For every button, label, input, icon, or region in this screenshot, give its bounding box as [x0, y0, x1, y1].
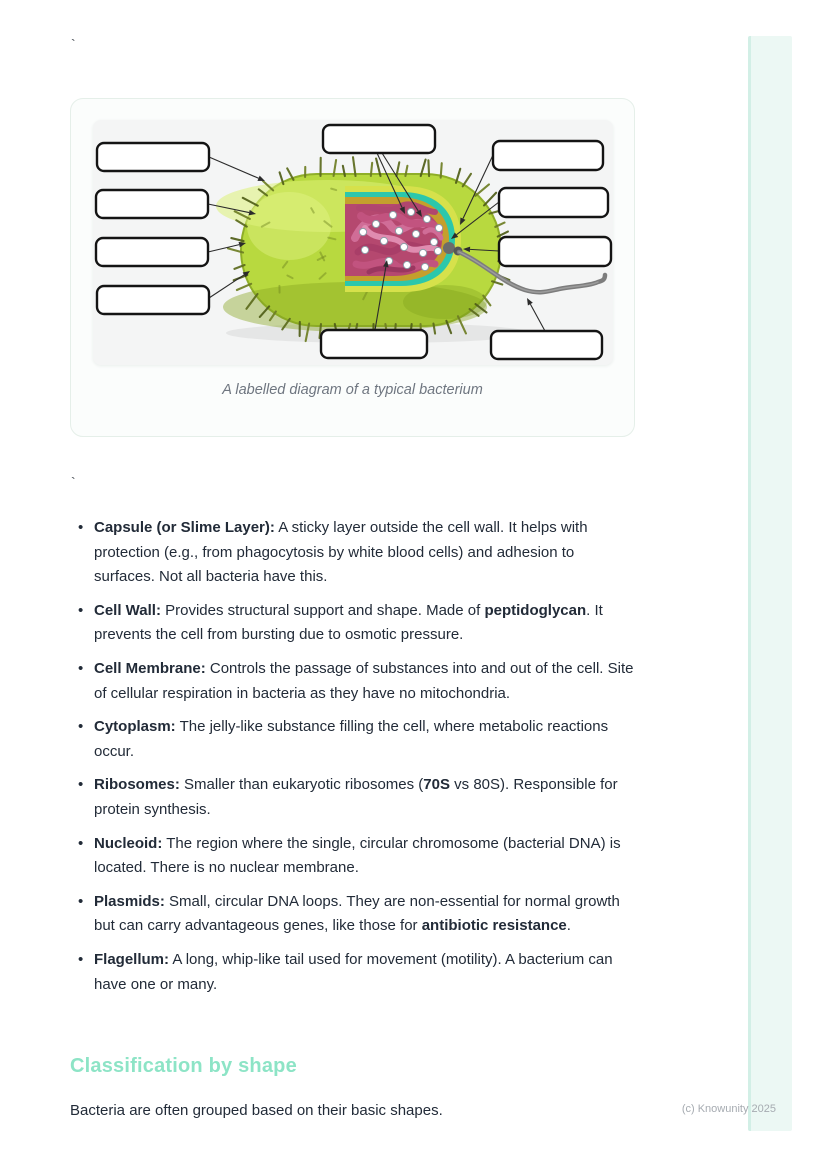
label-box-top	[323, 125, 435, 153]
label-box-right-2	[499, 188, 608, 217]
label-box-right-1	[493, 141, 603, 170]
label-box-right-3	[499, 237, 611, 266]
bullet-item-flagellum	[70, 948, 634, 997]
bullet-item-plasmids	[70, 890, 634, 939]
term-cell-wall: Cell Wall:	[94, 601, 161, 619]
label-box-left-3	[96, 238, 208, 266]
desc-cell-wall-1: Provides structural support and shape. Made of	[160, 601, 485, 619]
figure-card	[70, 98, 635, 437]
label-box-bottom-center	[321, 330, 427, 358]
bold-70s: 70S	[423, 776, 450, 794]
scroll-accent-bar	[748, 36, 792, 1131]
bold-antibiotic-resistance: antibiotic resistance	[421, 917, 567, 935]
desc-capsule: A sticky layer outside the cell wall. It helps with protection (e.g., from phagocytosis by white blood cells) and adhesion to surfaces. Not all bacteria have this.	[94, 519, 588, 586]
label-box-left-1	[97, 143, 209, 171]
term-cell-membrane: Cell Membrane:	[94, 659, 206, 677]
bullet-item-cytoplasm	[70, 715, 634, 764]
bullet-item-ribosomes	[70, 773, 634, 822]
desc-flagellum: A long, whip-like tail used for movement (motility). A bacterium can have one or many.	[94, 950, 613, 993]
desc-plasmids-2: .	[566, 917, 571, 935]
intro-paragraph: Bacteria are often grouped based on their basic shapes.	[70, 1102, 443, 1119]
term-plasmids: Plasmids:	[94, 892, 165, 910]
stray-backtick-top: `	[71, 36, 76, 52]
term-cytoplasm: Cytoplasm:	[94, 718, 176, 736]
section-heading-classification: Classification by shape	[70, 1055, 297, 1077]
bacterium-diagram-image	[93, 120, 613, 365]
bullet-item-capsule	[70, 516, 634, 590]
bullet-item-cell-wall	[70, 599, 634, 648]
desc-cell-membrane: Controls the passage of substances into and out of the cell. Site of cellular respiration in bacteria as they have no mitochondria.	[94, 659, 634, 702]
bacterium-diagram-panel	[93, 120, 613, 365]
stray-backtick-middle: `	[71, 474, 76, 490]
desc-nucleoid: The region where the single, circular chromosome (bacterial DNA) is located. There is no nuclear membrane.	[94, 834, 621, 877]
structures-bullet-list	[70, 516, 634, 1006]
bold-peptidoglycan: peptidoglycan	[484, 601, 587, 619]
bullet-item-cell-membrane	[70, 657, 634, 706]
term-capsule: Capsule (or Slime Layer):	[94, 519, 275, 536]
figure-caption: A labelled diagram of a typical bacterium	[222, 382, 483, 398]
label-box-left-4	[97, 286, 209, 314]
desc-ribosomes-1: Smaller than eukaryotic ribosomes (	[179, 776, 424, 794]
desc-plasmids-1: Small, circular DNA loops. They are non-essential for normal growth but can carry advantageous genes, like those for	[94, 892, 620, 935]
watermark: (c) Knowunity 2025	[681, 1103, 776, 1115]
label-box-right-4	[491, 331, 602, 359]
term-flagellum: Flagellum:	[94, 950, 170, 968]
desc-cytoplasm: The jelly-like substance filling the cell, where metabolic reactions occur.	[94, 718, 609, 760]
term-nucleoid: Nucleoid:	[94, 834, 163, 852]
desc-ribosomes-2: vs 80S). Responsible for protein synthesis.	[94, 776, 618, 818]
desc-cell-wall-2: . It prevents the cell from bursting due to osmotic pressure.	[94, 601, 603, 644]
bullet-item-nucleoid	[70, 832, 634, 881]
term-ribosomes: Ribosomes:	[94, 776, 180, 794]
label-box-left-2	[96, 190, 208, 218]
